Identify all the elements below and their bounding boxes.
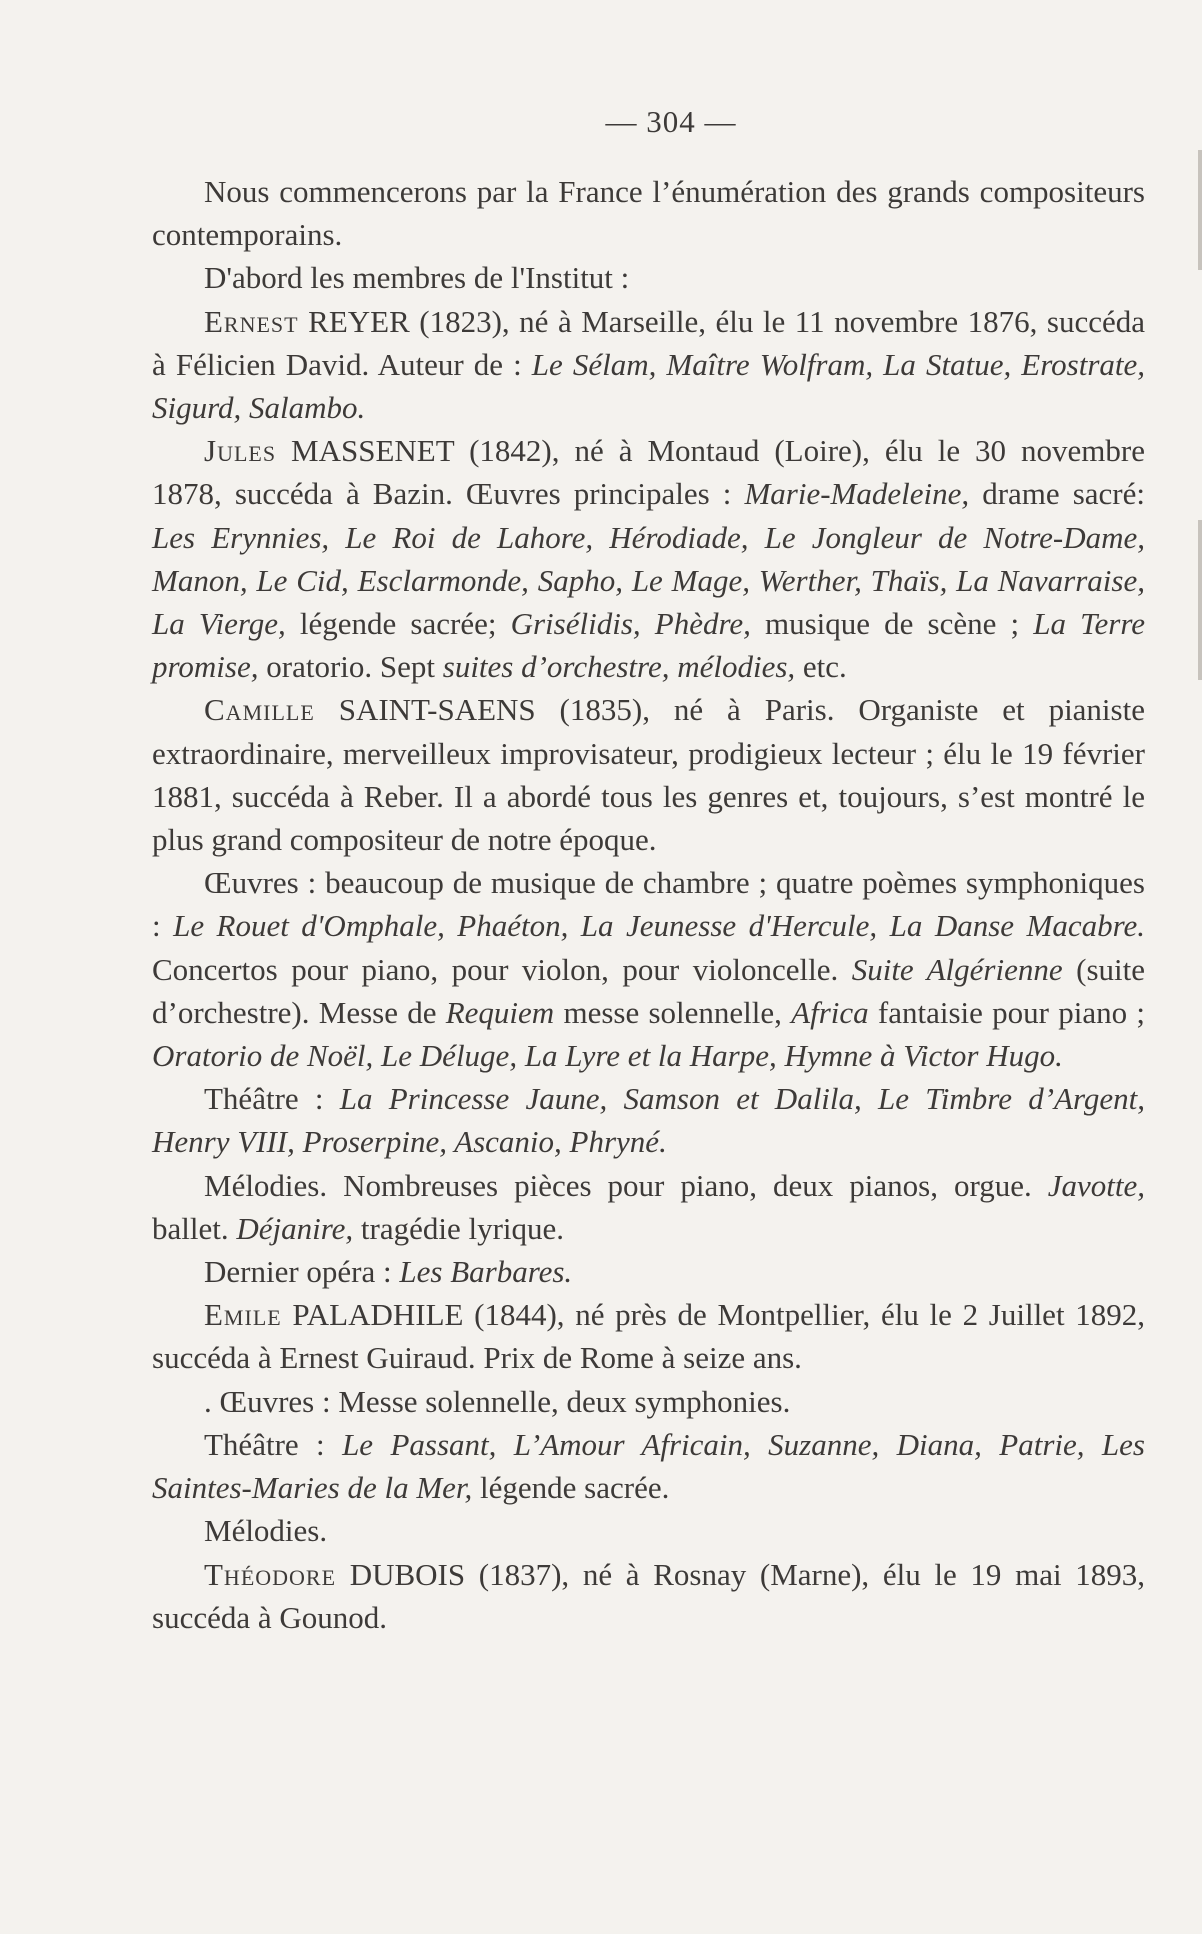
page-edge-mark bbox=[1198, 150, 1202, 270]
page-edge-mark bbox=[1198, 520, 1202, 680]
text-run: oratorio. Sept bbox=[258, 649, 443, 685]
text-run: Nous commencerons par la France l’énumération des grands compositeurs contemporains. bbox=[152, 174, 1145, 253]
italic-title-run: Africa bbox=[791, 994, 869, 1030]
text-run: (suite d’orchestre). Messe de bbox=[152, 951, 1145, 1030]
italic-title-run: Les Barbares. bbox=[399, 1254, 573, 1290]
composer-first-name: Emile bbox=[204, 1297, 282, 1333]
text-run: DUBOIS (1837), né à Rosnay (Marne), élu le 19 mai 1893, succéda à Gounod. bbox=[152, 1556, 1145, 1635]
text-run: D'abord les membres de l'Institut : bbox=[204, 260, 630, 296]
paragraph bbox=[152, 256, 1145, 299]
italic-title-run: Marie-Madeleine, bbox=[744, 476, 970, 512]
text-run: légende sacrée. bbox=[472, 1470, 670, 1506]
text-run: Concertos pour piano, pour violon, pour violoncelle. bbox=[152, 951, 852, 987]
text-run: ballet. bbox=[152, 1210, 237, 1246]
paragraph bbox=[152, 1164, 1145, 1250]
italic-title-run: La Terre promise, bbox=[152, 606, 1145, 685]
italic-title-run: Oratorio de Noël, Le Déluge, La Lyre et la Harpe, Hymne à Victor Hugo. bbox=[152, 1038, 1063, 1074]
text-run: MASSENET (1842), né à Montaud (Loire), élu le 30 novembre 1878, succéda à Bazin. Œuvres principales : bbox=[152, 433, 1145, 512]
text-run: Dernier opéra : bbox=[204, 1254, 400, 1290]
text-run: légende sacrée; bbox=[285, 606, 511, 642]
paragraph bbox=[152, 170, 1145, 256]
italic-title-run: Requiem bbox=[445, 994, 555, 1030]
text-run: . Œuvres : Messe solennelle, deux symphonies. bbox=[204, 1383, 791, 1419]
composer-first-name: Théodore bbox=[204, 1556, 337, 1592]
text-run: musique de scène ; bbox=[750, 606, 1034, 642]
page-number: — 304 — bbox=[605, 104, 737, 139]
italic-title-run: La Princesse Jaune, Samson et Dalila, Le Timbre d’Argent, Henry VIII, Proserpine, Ascanio, Phryné. bbox=[152, 1081, 1145, 1160]
text-run: tragédie lyrique. bbox=[353, 1210, 565, 1246]
text-run: messe solennelle, bbox=[554, 994, 792, 1030]
text-body bbox=[152, 170, 1145, 1639]
text-run: Théâtre : bbox=[204, 1426, 343, 1462]
italic-title-run: Javotte, bbox=[1047, 1167, 1145, 1203]
text-run: Œuvres : beaucoup de musique de chambre ; quatre poèmes symphoniques : bbox=[152, 865, 1145, 944]
italic-title-run: Le Rouet d'Omphale, Phaéton, La Jeunesse d'Hercule, La Danse Macabre. bbox=[173, 908, 1145, 944]
text-run: drame sacré: bbox=[969, 476, 1146, 512]
text-run: Théâtre : bbox=[204, 1081, 340, 1117]
paragraph bbox=[152, 429, 1145, 688]
italic-title-run: Les Erynnies, Le Roi de Lahore, Hérodiade, Le Jongleur de Notre-Dame, Manon, Le Cid, Esclarmonde, Sapho, Le Mage, Werther, Thaïs, La Navarraise, La Vierge, bbox=[152, 519, 1145, 642]
text-run: Mélodies. Nombreuses pièces pour piano, deux pianos, orgue. bbox=[204, 1167, 1048, 1203]
text-run: fantaisie pour piano ; bbox=[868, 994, 1146, 1030]
text-run: Mélodies. bbox=[204, 1513, 328, 1549]
text-run: REYER (1823), né à Marseille, élu le 11 novembre 1876, succéda à Félicien David. Auteur de : bbox=[152, 303, 1145, 382]
paragraph bbox=[152, 1077, 1145, 1163]
text-run: etc. bbox=[795, 649, 847, 685]
paragraph bbox=[152, 688, 1145, 861]
composer-first-name: Camille bbox=[204, 692, 315, 728]
text-run: SAINT-SAENS (1835), né à Paris. Organiste et pianiste extraordinaire, merveilleux improvisateur, prodigieux lecteur ; élu le 19 février 1881, succéda à Reber. Il a abordé tous les genres et, toujours, s’est montré le plus grand compositeur de notre époque. bbox=[152, 692, 1145, 858]
composer-first-name: Ernest bbox=[204, 303, 299, 339]
italic-title-run: suites d’orchestre, mélodies, bbox=[442, 649, 796, 685]
paragraph bbox=[152, 1423, 1145, 1509]
paragraph bbox=[152, 300, 1145, 430]
italic-title-run: Le Sélam, Maître Wolfram, La Statue, Erostrate, Sigurd, Salambo. bbox=[152, 346, 1146, 426]
italic-title-run: Suite Algérienne bbox=[851, 951, 1063, 987]
paragraph bbox=[152, 1509, 1145, 1552]
italic-title-run: Déjanire, bbox=[236, 1210, 354, 1246]
paragraph bbox=[152, 1380, 1145, 1423]
text-run: PALADHILE (1844), né près de Montpellier, élu le 2 Juillet 1892, succéda à Ernest Guiraud. Prix de Rome à seize ans. bbox=[152, 1297, 1145, 1376]
italic-title-run: Grisélidis, Phèdre, bbox=[510, 606, 751, 642]
paragraph bbox=[152, 861, 1145, 1077]
paragraph bbox=[152, 1553, 1145, 1639]
paragraph bbox=[152, 1250, 1145, 1293]
book-page bbox=[152, 104, 1145, 1639]
italic-title-run: Le Passant, L’Amour Africain, Suzanne, Diana, Patrie, Les Saintes-Maries de la Mer, bbox=[152, 1426, 1145, 1506]
composer-first-name: Jules bbox=[204, 433, 277, 469]
paragraph bbox=[152, 1293, 1145, 1379]
